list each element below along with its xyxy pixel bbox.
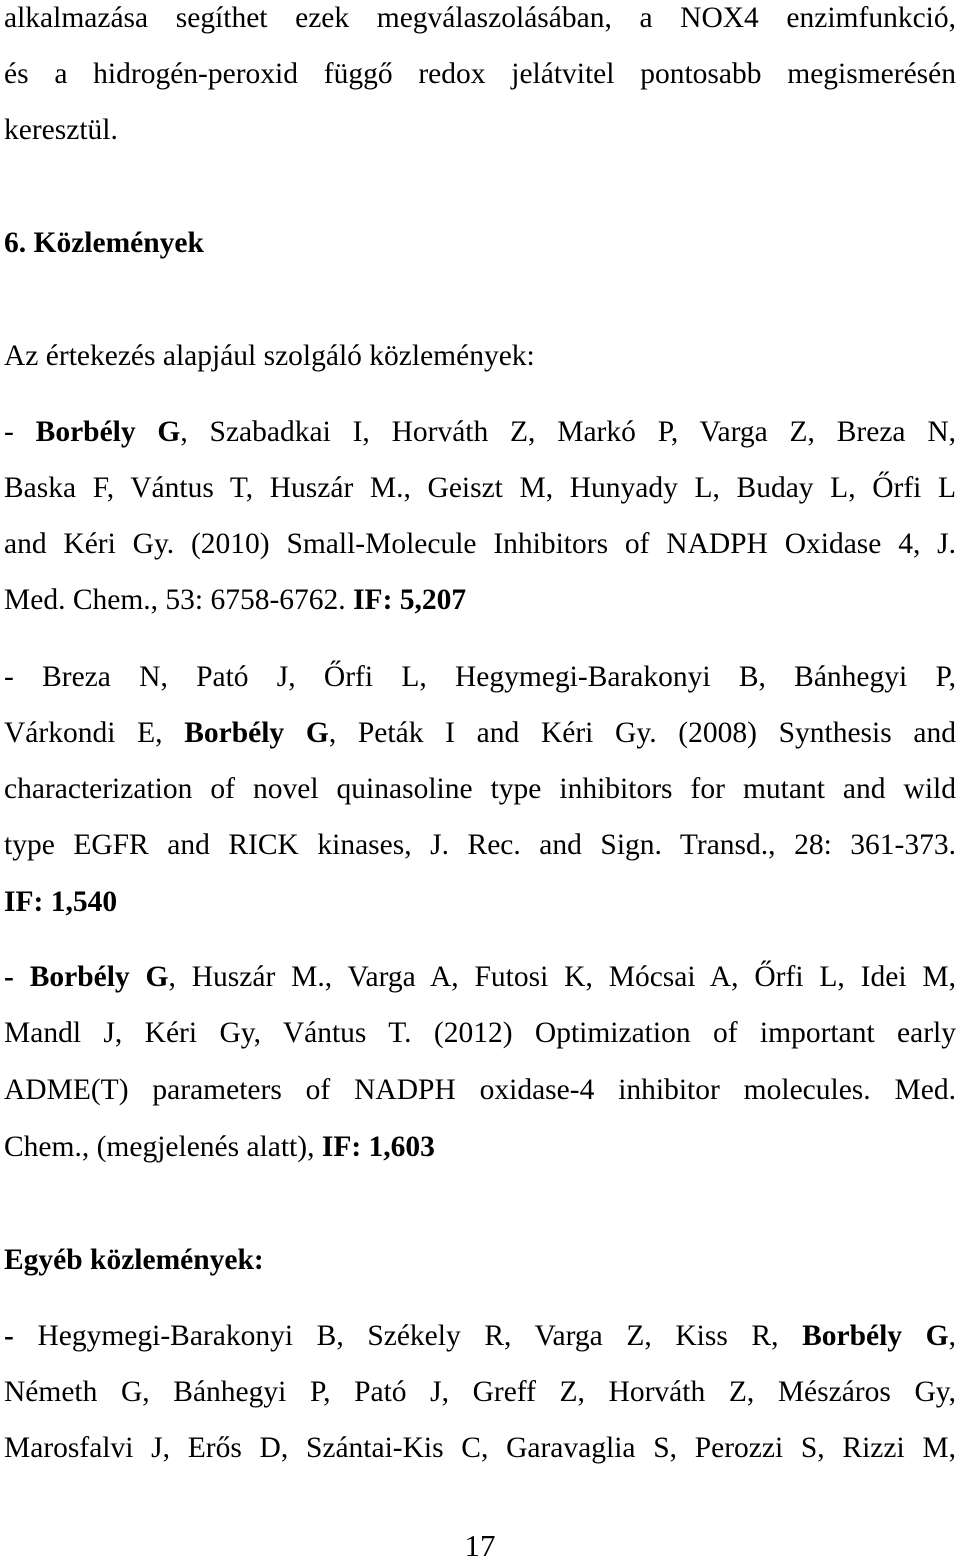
intro-line-3: keresztül. [4,114,118,146]
pub2-line-4: type EGFR and RICK kinases, J. Rec. and Sign. Transd., 28: 361-373. [4,829,956,861]
pub4-line-2: Németh G, Bánhegyi P, Pató J, Greff Z, Horváth Z, Mészáros Gy, [4,1376,956,1408]
pub4-line-3: Marosfalvi J, Erős D, Szántai-Kis C, Garavaglia S, Perozzi S, Rizzi M, [4,1432,956,1464]
pub3-line-2: Mandl J, Kéri Gy, Vántus T. (2012) Optimization of important early [4,1017,956,1049]
pub3-line-4: Chem., (megjelenés alatt), IF: 1,603 [4,1131,435,1163]
pub2-line-1: - Breza N, Pató J, Őrfi L, Hegymegi-Barakonyi B, Bánhegyi P, [4,661,956,693]
pub1-line-3: and Kéri Gy. (2010) Small-Molecule Inhibitors of NADPH Oxidase 4, J. [4,528,956,560]
intro-line-1: alkalmazása segíthet ezek megválaszolásában, a NOX4 enzimfunkció, [4,2,956,34]
pub2-line-2: Várkondi E, Borbély G, Peták I and Kéri Gy. (2008) Synthesis and [4,717,957,749]
subheading-other-publications: Egyéb közlemények: [4,1244,264,1276]
pub1-line-1: - Borbély G, Szabadkai I, Horváth Z, Markó P, Varga Z, Breza N, [4,416,956,448]
pub2-line-5: IF: 1,540 [4,886,118,918]
pub1-line-4: Med. Chem., 53: 6758-6762. IF: 5,207 [4,584,467,616]
pub3-line-3: ADME(T) parameters of NADPH oxidase-4 inhibitor molecules. Med. [4,1074,956,1106]
intro-line-2: és a hidrogén-peroxid függő redox jelátvitel pontosabb megismerésén [4,58,956,90]
page-number: 17 [464,1528,496,1563]
pub2-line-3: characterization of novel quinasoline type inhibitors for mutant and wild [4,773,956,805]
subheading-main-publications: Az értekezés alapjául szolgáló közlemények: [4,340,535,372]
pub3-line-1: - Borbély G, Huszár M., Varga A, Futosi K, Mócsai A, Őrfi L, Idei M, [4,961,956,993]
pub4-line-1: - Hegymegi-Barakonyi B, Székely R, Varga Z, Kiss R, Borbély G, [4,1320,956,1352]
section-heading: 6. Közlemények [4,227,204,259]
pub1-line-2: Baska F, Vántus T, Huszár M., Geiszt M, Hunyady L, Buday L, Őrfi L [4,472,956,504]
